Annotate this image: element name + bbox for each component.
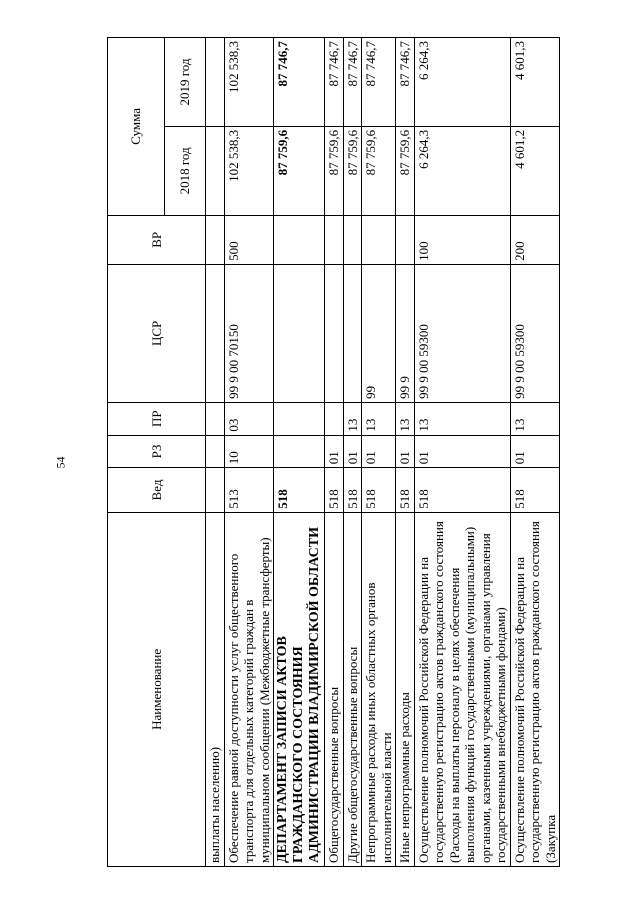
cell-2019: 87 746,7 xyxy=(274,38,325,127)
cell-csr: 99 9 00 59300 xyxy=(414,264,510,402)
cell-pr: 13 xyxy=(396,402,415,435)
cell-name: Осуществление полномочий Российской Федерации на государственную регистрацию актов гражданского состояния (Закупка xyxy=(510,512,560,866)
table-row xyxy=(510,38,560,867)
cell-2019: 87 746,7 xyxy=(396,38,415,127)
header-ved: Вед xyxy=(108,468,206,512)
cell-csr: 99 xyxy=(362,264,396,402)
cell-2019: 4 601,3 xyxy=(510,38,560,127)
cell-vr xyxy=(343,215,362,264)
table-row xyxy=(206,38,225,867)
cell-name: Обеспечение равной доступности услуг общественного транспорта для отдельных категорий граждан в муниципальном сообщении (Межбюджетные трансферты) xyxy=(224,512,274,866)
cell-2019: 102 538,3 xyxy=(224,38,274,127)
cell-ved: 518 xyxy=(362,468,396,512)
cell-vr: 500 xyxy=(224,215,274,264)
cell-name: Иные непрограммные расходы xyxy=(396,512,415,866)
cell-ved: 518 xyxy=(325,468,344,512)
cell-vr xyxy=(396,215,415,264)
cell-2018: 4 601,2 xyxy=(510,126,560,215)
header-csr: ЦСР xyxy=(108,264,206,402)
cell-pr: 03 xyxy=(224,402,274,435)
cell-rz: 01 xyxy=(414,435,510,468)
header-rz: РЗ xyxy=(108,435,206,468)
cell-ved: 513 xyxy=(224,468,274,512)
cell-csr xyxy=(274,264,325,402)
cell-rz: 10 xyxy=(224,435,274,468)
cell-pr xyxy=(325,402,344,435)
cell-2018: 87 759,6 xyxy=(362,126,396,215)
cell-rz: 01 xyxy=(396,435,415,468)
cell-ved: 518 xyxy=(274,468,325,512)
header-2018: 2018 год xyxy=(165,126,206,215)
cell-2018: 6 264,3 xyxy=(414,126,510,215)
cell-vr: 200 xyxy=(510,215,560,264)
cell-2018: 87 759,6 xyxy=(325,126,344,215)
cell-2019: 87 746,7 xyxy=(325,38,344,127)
cell-pr xyxy=(206,402,225,435)
cell-name: Непрограммные расходы иных областных органов исполнительной власти xyxy=(362,512,396,866)
cell-name: ДЕПАРТАМЕНТ ЗАПИСИ АКТОВ ГРАЖДАНСКОГО СОСТОЯНИЯ АДМИНИСТРАЦИИ ВЛАДИМИРСКОЙ ОБЛАСТИ xyxy=(274,512,325,866)
cell-2019: 6 264,3 xyxy=(414,38,510,127)
cell-rz xyxy=(206,435,225,468)
cell-name: Общегосударственные вопросы xyxy=(325,512,344,866)
page-number: 54 xyxy=(53,456,68,469)
cell-csr xyxy=(343,264,362,402)
cell-pr: 13 xyxy=(362,402,396,435)
budget-table-sheet xyxy=(107,37,592,867)
cell-2018: 87 759,6 xyxy=(396,126,415,215)
cell-rz: 01 xyxy=(510,435,560,468)
cell-vr: 100 xyxy=(414,215,510,264)
header-2019: 2019 год xyxy=(165,38,206,127)
cell-2019 xyxy=(206,38,225,127)
cell-2018 xyxy=(206,126,225,215)
cell-rz xyxy=(274,435,325,468)
cell-ved: 518 xyxy=(343,468,362,512)
table-row xyxy=(325,38,344,867)
table-row-department xyxy=(274,38,325,867)
cell-rz: 01 xyxy=(362,435,396,468)
table-row xyxy=(396,38,415,867)
cell-2018: 87 759,6 xyxy=(343,126,362,215)
cell-pr: 13 xyxy=(510,402,560,435)
cell-csr xyxy=(206,264,225,402)
cell-2019: 87 746,7 xyxy=(343,38,362,127)
cell-2018: 102 538,3 xyxy=(224,126,274,215)
cell-ved: 518 xyxy=(510,468,560,512)
table-row xyxy=(224,38,274,867)
cell-csr xyxy=(325,264,344,402)
cell-name: выплаты населению) xyxy=(206,512,225,866)
cell-ved xyxy=(206,468,225,512)
header-name: Наименование xyxy=(108,512,206,866)
cell-csr: 99 9 00 70150 xyxy=(224,264,274,402)
cell-ved: 518 xyxy=(414,468,510,512)
cell-pr xyxy=(274,402,325,435)
header-pr: ПР xyxy=(108,402,206,435)
budget-table xyxy=(107,37,560,867)
header-sum: Сумма xyxy=(108,38,165,216)
cell-csr: 99 9 00 59300 xyxy=(510,264,560,402)
table-row xyxy=(362,38,396,867)
cell-vr xyxy=(274,215,325,264)
cell-csr: 99 9 xyxy=(396,264,415,402)
cell-rz: 01 xyxy=(343,435,362,468)
cell-name: Осуществление полномочий Российской Федерации на государственную регистрацию актов гражданского состояния (Расходы на выплаты персоналу в целях обеспечения выполнения функций государственными (муниципальными) органами, казенными учреждениями, органами управления государственными внебюджетными фондами) xyxy=(414,512,510,866)
table-row xyxy=(414,38,510,867)
cell-2018: 87 759,6 xyxy=(274,126,325,215)
cell-rz: 01 xyxy=(325,435,344,468)
cell-vr xyxy=(206,215,225,264)
header-vr: ВР xyxy=(108,215,206,264)
cell-pr: 13 xyxy=(343,402,362,435)
cell-ved: 518 xyxy=(396,468,415,512)
cell-2019: 87 746,7 xyxy=(362,38,396,127)
table-row xyxy=(343,38,362,867)
cell-vr xyxy=(325,215,344,264)
cell-name: Другие общегосударственные вопросы xyxy=(343,512,362,866)
cell-pr: 13 xyxy=(414,402,510,435)
cell-vr xyxy=(362,215,396,264)
